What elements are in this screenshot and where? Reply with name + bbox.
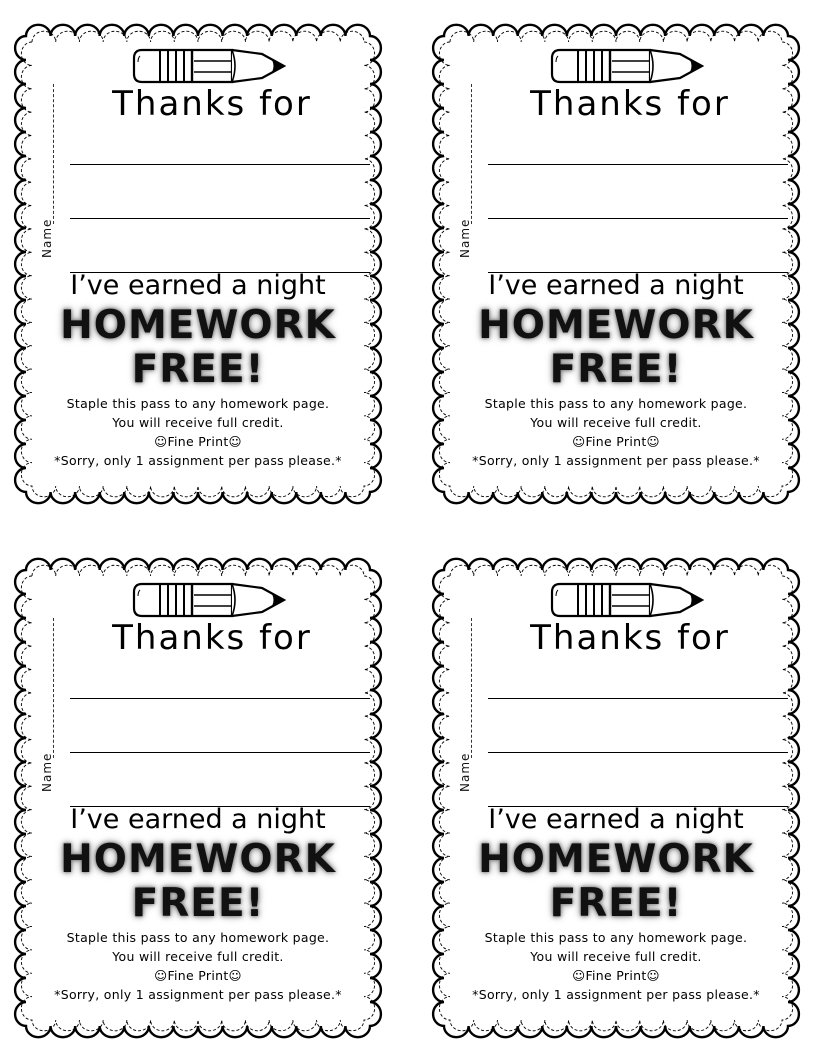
free-title: FREE! — [131, 881, 265, 926]
name-write-line — [53, 84, 54, 224]
name-label: Name — [40, 752, 54, 792]
homework-pass-card-2 — [430, 22, 802, 506]
homework-title: HOMEWORK — [478, 837, 754, 882]
staple-instruction-text: Staple this pass to any homework page. — [66, 930, 330, 945]
full-credit-text: You will receive full credit. — [112, 415, 284, 430]
name-write-line — [471, 618, 472, 758]
write-in-line-1 — [488, 698, 788, 699]
homework-title: HOMEWORK — [60, 303, 336, 348]
earned-a-night-text: I’ve earned a night — [488, 270, 744, 301]
homework-pass-card-1 — [12, 22, 384, 506]
one-assignment-note: *Sorry, only 1 assignment per pass please.* — [472, 453, 760, 468]
free-title: FREE! — [549, 347, 683, 392]
write-in-line-1 — [70, 698, 370, 699]
homework-pass-card-4 — [430, 556, 802, 1040]
name-label: Name — [458, 752, 472, 792]
thanks-for-heading: Thanks for — [112, 84, 312, 124]
name-write-line — [53, 618, 54, 758]
fine-print-heading: ☺Fine Print☺ — [154, 434, 242, 449]
one-assignment-note: *Sorry, only 1 assignment per pass please.* — [54, 987, 342, 1002]
write-in-line-2 — [488, 218, 788, 219]
write-in-line-1 — [488, 164, 788, 165]
pencil-icon — [132, 44, 288, 88]
staple-instruction-text: Staple this pass to any homework page. — [66, 396, 330, 411]
name-label: Name — [458, 218, 472, 258]
fine-print-heading: ☺Fine Print☺ — [572, 968, 660, 983]
pencil-icon — [132, 578, 288, 622]
pencil-icon — [550, 44, 706, 88]
full-credit-text: You will receive full credit. — [530, 415, 702, 430]
thanks-for-heading: Thanks for — [112, 618, 312, 658]
write-in-line-2 — [70, 218, 370, 219]
staple-instruction-text: Staple this pass to any homework page. — [484, 930, 748, 945]
write-in-line-1 — [70, 164, 370, 165]
write-in-line-2 — [488, 752, 788, 753]
full-credit-text: You will receive full credit. — [530, 949, 702, 964]
thanks-for-heading: Thanks for — [530, 84, 730, 124]
earned-a-night-text: I’ve earned a night — [70, 804, 326, 835]
thanks-for-heading: Thanks for — [530, 618, 730, 658]
fine-print-heading: ☺Fine Print☺ — [572, 434, 660, 449]
homework-title: HOMEWORK — [478, 303, 754, 348]
name-write-line — [471, 84, 472, 224]
earned-a-night-text: I’ve earned a night — [70, 270, 326, 301]
one-assignment-note: *Sorry, only 1 assignment per pass please.* — [54, 453, 342, 468]
earned-a-night-text: I’ve earned a night — [488, 804, 744, 835]
fine-print-heading: ☺Fine Print☺ — [154, 968, 242, 983]
full-credit-text: You will receive full credit. — [112, 949, 284, 964]
staple-instruction-text: Staple this pass to any homework page. — [484, 396, 748, 411]
free-title: FREE! — [131, 347, 265, 392]
pencil-icon — [550, 578, 706, 622]
homework-title: HOMEWORK — [60, 837, 336, 882]
free-title: FREE! — [549, 881, 683, 926]
name-label: Name — [40, 218, 54, 258]
one-assignment-note: *Sorry, only 1 assignment per pass please.* — [472, 987, 760, 1002]
homework-pass-card-3 — [12, 556, 384, 1040]
write-in-line-2 — [70, 752, 370, 753]
